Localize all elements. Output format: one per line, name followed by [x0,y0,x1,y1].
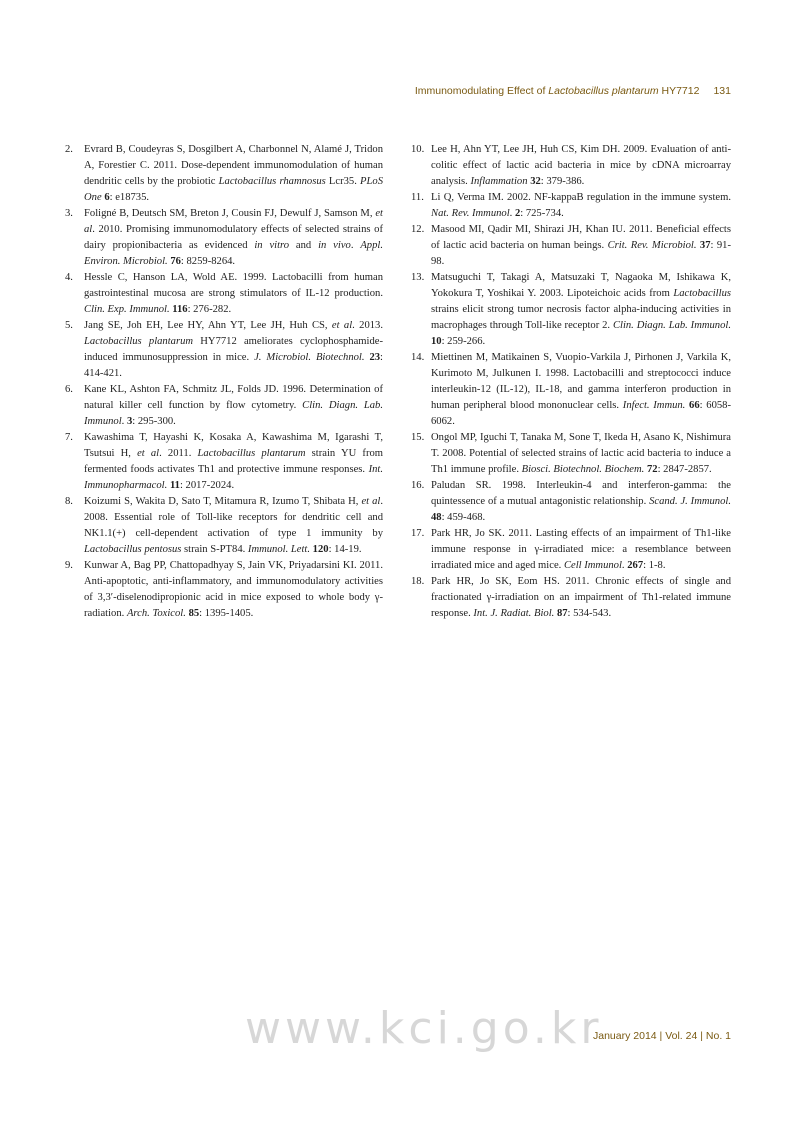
footer-issue: No. 1 [705,1030,731,1042]
reference-item [65,206,383,270]
reference-item [65,430,383,494]
reference-text: : 14-19. [328,544,362,555]
reference-number: 18. [411,576,425,587]
reference-number: 11. [411,192,424,203]
reference-text: Ongol MP, Iguchi T, Tanaka M, Sone T, Ikeda H, Asano K, Nishimura T. 2008. Potential of selected strains of lactic acid bacteria to induce a Th1 immune profile. [431,432,731,475]
footer-date: January 2014 [593,1030,657,1042]
reference-number: 7. [65,432,73,443]
reference-number: 4. [65,272,73,283]
reference-volume: 2 [514,208,521,219]
reference-text: Park HR, Jo SK, Eom HS. 2011. Chronic effects of single and fractionated γ-irradiation on an impairment of Th1-related immune response. [431,576,731,619]
reference-text: : 91-98. [431,240,731,267]
reference-text: : 6058-6062. [431,400,732,427]
reference-text: Park HR, Jo SK. 2011. Lasting effects of an impairment of Th1-like immune response in γ-irradiated mice: a resemblance between irradiated mice and aged mice. [431,528,731,571]
reference-item [65,142,383,206]
reference-italic-text: Cell Immunol [563,560,622,571]
issue-footer [593,1030,731,1042]
footer-volume: Vol. 24 [665,1030,698,1042]
reference-italic-text: Lactobacillus plantarum [84,336,194,347]
reference-number: 10. [411,144,425,155]
reference-number: 17. [411,528,425,539]
reference-italic-text: PLoS One [84,176,384,203]
reference-text: Evrard B, Coudeyras S, Dosgilbert A, Charbonnel N, Alamé J, Tridon A, Forestier C. 2011. Dose-dependent immunomodulation of human dendritic cells by the probiotic [84,144,383,187]
reference-italic-text: J. Microbiol. Biotechnol. [254,352,365,363]
reference-text: . [621,560,628,571]
reference-text: : 534-543. [567,608,612,619]
reference-text: Kunwar A, Bag PP, Chattopadhyay S, Jain VK, Priyadarsini KI. 2011. Anti-apoptotic, anti-inflammatory, and immunomodulatory activities of 3,3′-diselenodipropionic acid in mice exposed to whole body γ-radiation. [84,560,383,619]
reference-text: . [121,416,127,427]
reference-item [411,478,731,526]
reference-text: Lcr35. [325,176,361,187]
reference-number: 15. [411,432,425,443]
reference-item [411,526,731,574]
reference-text: : 414-421. [84,352,383,379]
reference-list-left-column [65,142,383,622]
reference-item [411,142,731,190]
reference-italic-text: Immunol. Lett. [247,544,311,555]
running-head [380,85,731,97]
reference-text: : e18735. [109,192,150,203]
reference-italic-text: Arch. Toxicol. [126,608,186,619]
reference-text: and [289,240,319,251]
reference-item [411,350,731,430]
reference-text: HY7712 ameliorates cyclophosphamide-induced immunosuppression in mice. [84,336,383,363]
reference-italic-text: et al [331,320,353,331]
reference-text: . [509,208,515,219]
reference-text: Hessle C, Hanson LA, Wold AE. 1999. Lactobacilli from human gastrointestinal mucosa are strong stimulators of IL-12 production. [84,272,383,299]
reference-italic-text: Appl. Environ. Microbiol. [84,240,383,267]
page-number: 131 [713,85,731,97]
reference-number: 8. [65,496,73,507]
reference-volume: 37 [699,240,711,251]
reference-text: : 8259-8264. [180,256,236,267]
reference-volume: 72 [646,464,658,475]
reference-italic-text: Nat. Rev. Immunol [431,208,510,219]
running-head-species: Lactobacillus plantarum [548,85,659,97]
reference-text: Jang SE, Joh EH, Lee HY, Ahn YT, Lee JH, Huh CS, [84,320,332,331]
reference-text: . 2011. [159,448,198,459]
reference-text: Masood MI, Qadir MI, Shirazi JH, Khan IU. 2011. Beneficial effects of lactic acid bacteria on human beings. [431,224,731,251]
footer-separator: | [697,1030,706,1042]
reference-text: Foligné B, Deutsch SM, Breton J, Cousin FJ, Dewulf J, Samson M, [84,208,376,219]
reference-text: . 2008. Essential role of Toll-like receptors for dendritic cell and NK1.1(+) cell-dependent activation of type 1 immunity by [84,496,383,539]
reference-text: : 1-8. [643,560,666,571]
reference-italic-text: Clin. Diagn. Lab. Immunol. [612,320,731,331]
reference-italic-text: Infect. Immun. [622,400,686,411]
reference-volume: 267 [627,560,644,571]
reference-item [411,270,731,350]
reference-italic-text: et al [137,448,160,459]
reference-text: Lee H, Ahn YT, Lee JH, Huh CS, Kim DH. 2009. Evaluation of anti-colitic effect of lactic acid bacteria in mice by cDNA microarray analysis. [431,144,731,187]
reference-volume: 48 [431,512,442,523]
reference-text: Li Q, Verma IM. 2002. NF-kappaB regulation in the immune system. [431,192,731,203]
watermark: www.kci.go.kr [245,1003,603,1054]
reference-italic-text: et al [361,496,381,507]
reference-number: 9. [65,560,73,571]
reference-item [411,222,731,270]
reference-number: 3. [65,208,73,219]
reference-text: strain S-PT84. [181,544,248,555]
reference-text: : 276-282. [187,304,232,315]
reference-volume: 11 [169,480,180,491]
reference-italic-text: Lactobacillus plantarum [197,448,306,459]
running-head-title-prefix: Immunomodulating Effect of [414,85,549,97]
reference-number: 5. [65,320,73,331]
reference-number: 12. [411,224,425,235]
reference-italic-text: in vitro [254,240,290,251]
reference-item [411,190,731,222]
reference-number: 14. [411,352,425,363]
reference-text: strains elicit strong tumor necrosis factor alpha-inducing activities in macrophages through Toll-like receptor 2. [431,304,731,331]
reference-volume: 3 [126,416,133,427]
reference-italic-text: Lactobacillus pentosus [84,544,182,555]
reference-number: 13. [411,272,425,283]
reference-text: Kane KL, Ashton FA, Schmitz JL, Folds JD. 1996. Determination of natural killer cell function by flow cytometry. [84,384,383,411]
reference-number: 2. [65,144,73,155]
reference-text: Koizumi S, Wakita D, Sato T, Mitamura R, Izumo T, Shibata H, [84,496,362,507]
reference-italic-text: Int. J. Radiat. Biol. [473,608,555,619]
reference-volume: 87 [556,608,568,619]
reference-text: : 459-468. [441,512,486,523]
reference-text: strain YU from fermented foods activates Th1 and protective immune responses. [84,448,384,475]
reference-item [65,494,383,558]
reference-italic-text: Lactobacillus rhamnosus [218,176,326,187]
reference-number: 6. [65,384,73,395]
reference-italic-text: Inflammation [470,176,528,187]
reference-italic-text: Clin. Exp. Immunol. [84,304,170,315]
reference-volume: 23 [369,352,381,363]
reference-volume: 10 [431,336,442,347]
reference-item [411,430,731,478]
reference-text: : 1395-1405. [199,608,254,619]
reference-italic-text: et al [84,208,383,235]
reference-text: . [350,240,361,251]
reference-item [411,574,731,622]
reference-italic-text: Scand. J. Immunol. [649,496,731,507]
reference-list-right-column [411,142,731,622]
reference-text: : 2847-2857. [657,464,712,475]
reference-italic-text: Crit. Rev. Microbiol. [607,240,697,251]
reference-volume: 6 [104,192,110,203]
reference-text: Kawashima T, Hayashi K, Kosaka A, Kawashima M, Igarashi T, Tsutsui H, [84,432,383,459]
reference-italic-text: Lactobacillus [673,288,731,299]
reference-item [65,270,383,318]
reference-italic-text: Clin. Diagn. Lab. Immunol [84,400,383,427]
reference-volume: 85 [188,608,200,619]
reference-item [65,318,383,382]
reference-volume: 76 [170,256,181,267]
reference-text: . 2013. [352,320,383,331]
reference-text: Miettinen M, Matikainen S, Vuopio-Varkila J, Pirhonen J, Varkila K, Kurimoto M, Julkunen I. 1998. Lactobacilli and streptococci induce interleukin-12 (IL-12), IL-18, and gamma interferon production in human peripheral blood mononuclear cells. [431,352,731,411]
reference-text: Matsuguchi T, Takagi A, Matsuzaki T, Nagaoka M, Ishikawa K, Yokokura T, Yoshikai Y. 2003. Lipoteichoic acids from [431,272,731,299]
footer-separator: | [656,1030,666,1042]
reference-item [65,382,383,430]
reference-volume: 66 [689,400,700,411]
reference-number: 16. [411,480,425,491]
reference-volume: 32 [530,176,541,187]
reference-text: : 259-266. [441,336,486,347]
reference-text: : 725-734. [520,208,564,219]
reference-text: Paludan SR. 1998. Interleukin-4 and interferon-gamma: the quintessence of a mutual antagonistic relationship. [431,480,731,507]
reference-volume: 120 [312,544,329,555]
reference-text: . 2010. Promising immunomodulatory effects of selected strains of dairy propionibacteria as evidenced [84,224,383,251]
reference-italic-text: Biosci. Biotechnol. Biochem. [521,464,645,475]
reference-text: : 295-300. [132,416,176,427]
reference-italic-text: in vivo [318,240,351,251]
reference-volume: 116 [172,304,188,315]
reference-item [65,558,383,622]
reference-text: : 2017-2024. [179,480,235,491]
reference-text: : 379-386. [540,176,585,187]
running-head-title-suffix: HY7712 [658,85,700,97]
reference-italic-text: Int. Immunopharmacol. [84,464,383,491]
